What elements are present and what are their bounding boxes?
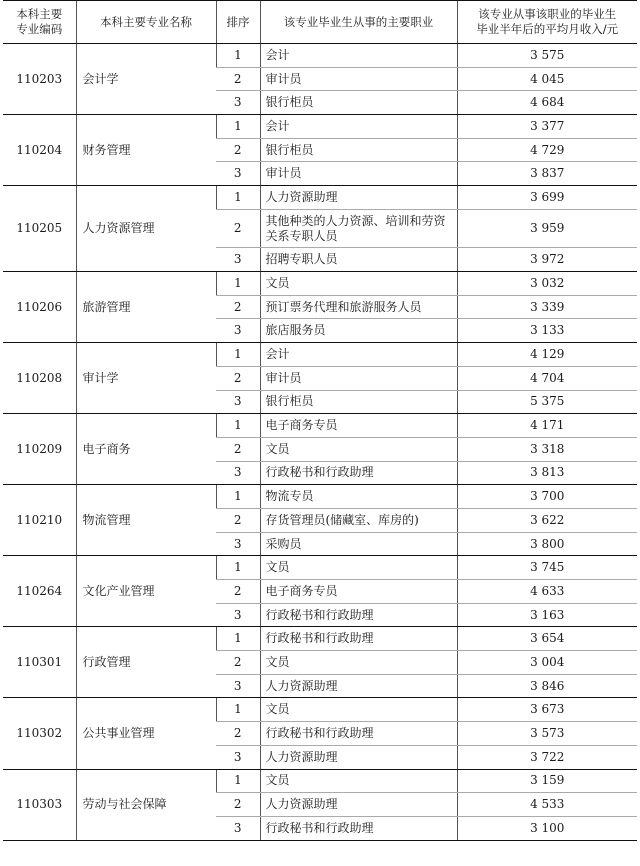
major-code-cell: 110206 (3, 272, 76, 343)
major-code-cell: 110302 (3, 698, 76, 769)
rank-cell: 3 (216, 248, 260, 272)
table-row (3, 115, 637, 139)
rank-cell: 2 (216, 209, 260, 248)
rank-cell: 2 (216, 508, 260, 532)
rank-cell: 2 (216, 295, 260, 319)
major-code-cell: 110204 (3, 115, 76, 186)
income-cell: 4 704 (457, 366, 637, 390)
major-occupation-income-table (3, 0, 637, 841)
rank-cell: 1 (216, 414, 260, 438)
major-code-cell: 110303 (3, 769, 76, 840)
header-major-name: 本科主要专业名称 (76, 1, 216, 44)
income-cell: 3 163 (457, 603, 637, 627)
occupation-cell: 行政秘书和行政助理 (260, 627, 457, 651)
table-row (3, 186, 637, 210)
header-row (3, 1, 637, 44)
income-cell: 3 654 (457, 627, 637, 651)
occupation-cell: 招聘专职人员 (260, 248, 457, 272)
major-code-cell: 110203 (3, 44, 76, 115)
major-name-cell: 旅游管理 (76, 272, 216, 343)
rank-cell: 2 (216, 651, 260, 675)
occupation-cell: 文员 (260, 556, 457, 580)
major-name-cell: 财务管理 (76, 115, 216, 186)
income-cell: 3 846 (457, 674, 637, 698)
rank-cell: 1 (216, 485, 260, 509)
major-code-cell: 110208 (3, 343, 76, 414)
occupation-cell: 预订票务代理和旅游服务人员 (260, 295, 457, 319)
occupation-cell: 人力资源助理 (260, 793, 457, 817)
income-cell: 3 959 (457, 209, 637, 248)
rank-cell: 2 (216, 722, 260, 746)
occupation-cell: 文员 (260, 698, 457, 722)
major-name-cell: 公共事业管理 (76, 698, 216, 769)
occupation-cell: 会计 (260, 44, 457, 68)
occupation-cell: 行政秘书和行政助理 (260, 816, 457, 840)
table-body (3, 44, 637, 841)
income-cell: 4 533 (457, 793, 637, 817)
income-cell: 3 673 (457, 698, 637, 722)
occupation-cell: 行政秘书和行政助理 (260, 461, 457, 485)
income-cell: 3 700 (457, 485, 637, 509)
occupation-cell: 存货管理员(储藏室、库房的) (260, 508, 457, 532)
rank-cell: 1 (216, 186, 260, 210)
income-cell: 3 100 (457, 816, 637, 840)
income-cell: 5 375 (457, 390, 637, 414)
income-cell: 3 339 (457, 295, 637, 319)
rank-cell: 3 (216, 91, 260, 115)
income-cell: 3 699 (457, 186, 637, 210)
major-code-cell: 110210 (3, 485, 76, 556)
income-cell: 3 573 (457, 722, 637, 746)
major-name-cell: 电子商务 (76, 414, 216, 485)
header-major-code-line1: 本科主要 (16, 7, 63, 21)
occupation-cell: 电子商务专员 (260, 414, 457, 438)
occupation-cell: 审计员 (260, 67, 457, 91)
occupation-cell: 旅店服务员 (260, 319, 457, 343)
table-row (3, 343, 637, 367)
income-cell: 4 729 (457, 138, 637, 162)
income-cell: 4 129 (457, 343, 637, 367)
rank-cell: 3 (216, 162, 260, 186)
rank-cell: 3 (216, 603, 260, 627)
occupation-cell: 其他种类的人力资源、培训和劳资关系专职人员 (260, 209, 457, 248)
rank-cell: 3 (216, 532, 260, 556)
major-code-cell: 110205 (3, 186, 76, 272)
rank-cell: 3 (216, 390, 260, 414)
occupation-cell: 采购员 (260, 532, 457, 556)
header-rank: 排序 (216, 1, 260, 44)
major-name-cell: 劳动与社会保障 (76, 769, 216, 840)
header-income (457, 1, 637, 44)
rank-cell: 1 (216, 698, 260, 722)
income-cell: 3 722 (457, 745, 637, 769)
rank-cell: 3 (216, 745, 260, 769)
rank-cell: 3 (216, 461, 260, 485)
occupation-cell: 电子商务专员 (260, 580, 457, 604)
table-row (3, 698, 637, 722)
income-cell: 3 837 (457, 162, 637, 186)
occupation-cell: 文员 (260, 769, 457, 793)
table-row (3, 627, 637, 651)
major-name-cell: 审计学 (76, 343, 216, 414)
income-cell: 3 813 (457, 461, 637, 485)
occupation-cell: 文员 (260, 437, 457, 461)
occupation-cell: 人力资源助理 (260, 745, 457, 769)
occupation-cell: 行政秘书和行政助理 (260, 722, 457, 746)
rank-cell: 2 (216, 580, 260, 604)
occupation-cell: 文员 (260, 651, 457, 675)
rank-cell: 1 (216, 44, 260, 68)
rank-cell: 1 (216, 115, 260, 139)
rank-cell: 2 (216, 366, 260, 390)
income-cell: 4 684 (457, 91, 637, 115)
rank-cell: 2 (216, 138, 260, 162)
header-occupation: 该专业毕业生从事的主要职业 (260, 1, 457, 44)
income-cell: 3 318 (457, 437, 637, 461)
major-name-cell: 人力资源管理 (76, 186, 216, 272)
header-income-line1: 该专业从事该职业的毕业生 (478, 7, 617, 21)
occupation-cell: 会计 (260, 343, 457, 367)
income-cell: 3 032 (457, 272, 637, 296)
rank-cell: 1 (216, 343, 260, 367)
occupation-cell: 审计员 (260, 366, 457, 390)
income-cell: 4 171 (457, 414, 637, 438)
table-row (3, 485, 637, 509)
occupation-cell: 行政秘书和行政助理 (260, 603, 457, 627)
occupation-cell: 银行柜员 (260, 91, 457, 115)
major-name-cell: 会计学 (76, 44, 216, 115)
header-major-code (3, 1, 76, 44)
income-cell: 3 972 (457, 248, 637, 272)
occupation-cell: 审计员 (260, 162, 457, 186)
occupation-cell: 物流专员 (260, 485, 457, 509)
table-row (3, 414, 637, 438)
occupation-cell: 银行柜员 (260, 138, 457, 162)
income-cell: 3 159 (457, 769, 637, 793)
table-row (3, 769, 637, 793)
rank-cell: 3 (216, 319, 260, 343)
occupation-cell: 会计 (260, 115, 457, 139)
occupation-cell: 银行柜员 (260, 390, 457, 414)
rank-cell: 1 (216, 769, 260, 793)
income-cell: 3 133 (457, 319, 637, 343)
major-name-cell: 行政管理 (76, 627, 216, 698)
rank-cell: 2 (216, 793, 260, 817)
major-name-cell: 文化产业管理 (76, 556, 216, 627)
rank-cell: 1 (216, 627, 260, 651)
rank-cell: 1 (216, 272, 260, 296)
major-name-cell: 物流管理 (76, 485, 216, 556)
income-cell: 4 045 (457, 67, 637, 91)
occupation-cell: 文员 (260, 272, 457, 296)
occupation-cell: 人力资源助理 (260, 674, 457, 698)
occupation-cell: 人力资源助理 (260, 186, 457, 210)
table-row (3, 44, 637, 68)
income-cell: 4 633 (457, 580, 637, 604)
header-major-code-line2: 专业编码 (16, 22, 63, 36)
major-code-cell: 110209 (3, 414, 76, 485)
rank-cell: 1 (216, 556, 260, 580)
rank-cell: 2 (216, 437, 260, 461)
major-code-cell: 110301 (3, 627, 76, 698)
major-code-cell: 110264 (3, 556, 76, 627)
table-row (3, 272, 637, 296)
rank-cell: 3 (216, 674, 260, 698)
table-row (3, 556, 637, 580)
rank-cell: 2 (216, 67, 260, 91)
income-table-container (3, 0, 637, 841)
header-income-line2: 毕业半年后的平均月收入/元 (476, 22, 619, 36)
income-cell: 3 622 (457, 508, 637, 532)
income-cell: 3 745 (457, 556, 637, 580)
income-cell: 3 377 (457, 115, 637, 139)
income-cell: 3 575 (457, 44, 637, 68)
rank-cell: 3 (216, 816, 260, 840)
income-cell: 3 004 (457, 651, 637, 675)
income-cell: 3 800 (457, 532, 637, 556)
